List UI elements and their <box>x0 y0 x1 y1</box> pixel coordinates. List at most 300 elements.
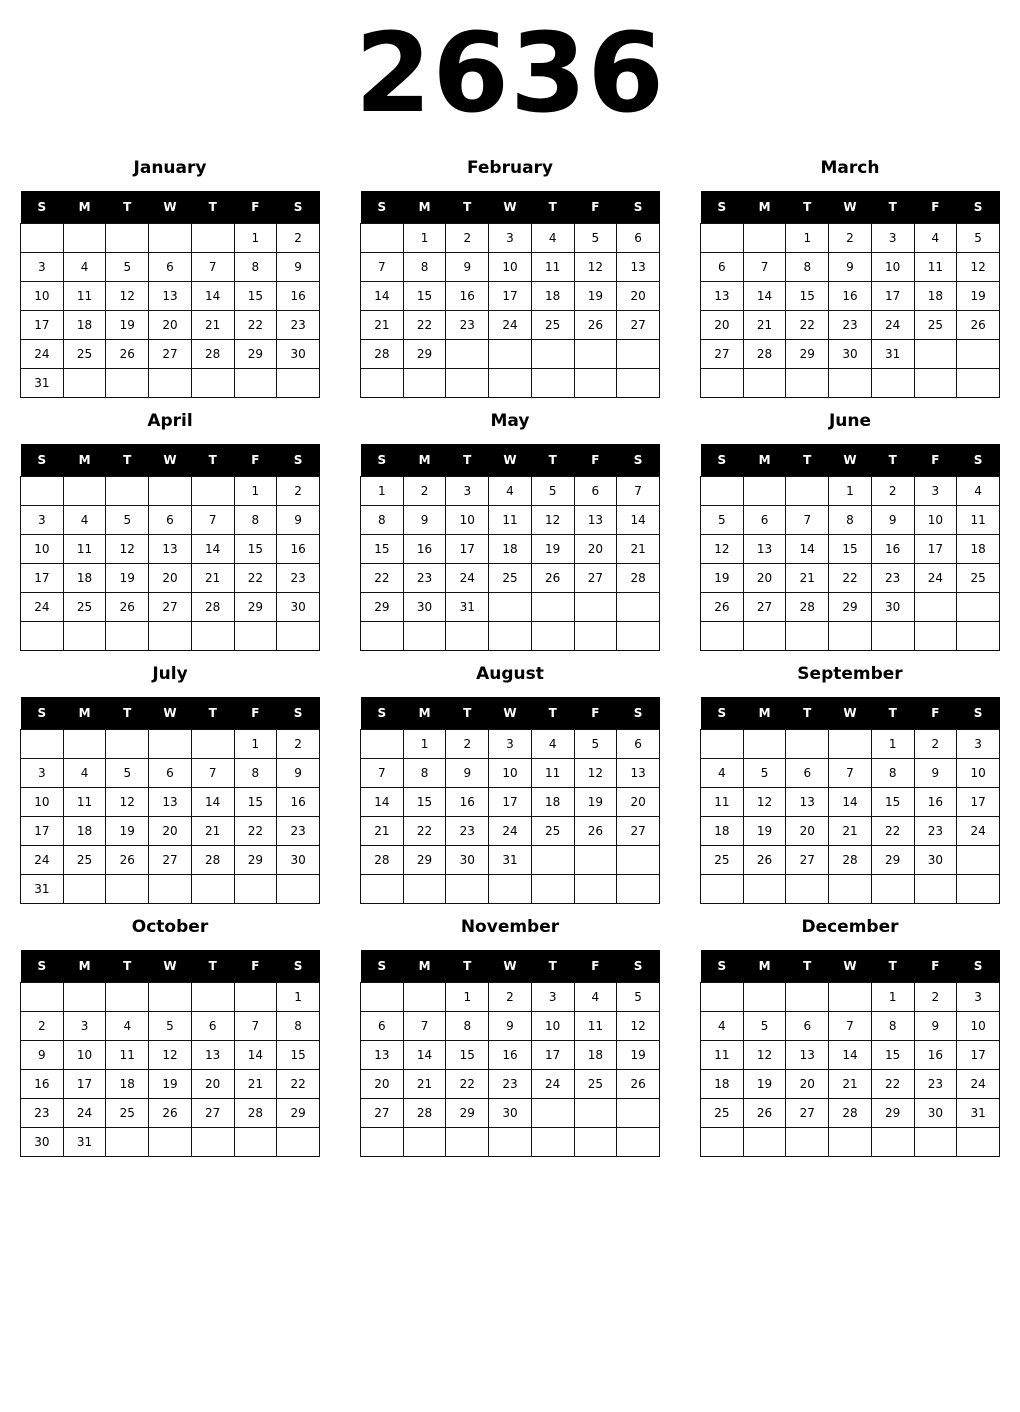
day-cell[interactable]: 5 <box>743 1012 786 1041</box>
day-cell[interactable]: 5 <box>743 759 786 788</box>
day-cell[interactable]: 3 <box>446 477 489 506</box>
day-cell[interactable]: 6 <box>617 730 660 759</box>
day-cell[interactable]: 16 <box>914 788 957 817</box>
day-cell[interactable]: 1 <box>234 730 277 759</box>
day-cell[interactable]: 23 <box>277 817 320 846</box>
day-cell[interactable]: 19 <box>574 788 617 817</box>
day-cell[interactable]: 23 <box>446 817 489 846</box>
day-cell[interactable]: 4 <box>531 730 574 759</box>
day-cell[interactable]: 16 <box>829 282 872 311</box>
day-cell[interactable]: 5 <box>574 224 617 253</box>
day-cell[interactable]: 1 <box>277 983 320 1012</box>
day-cell[interactable]: 12 <box>957 253 1000 282</box>
day-cell[interactable]: 5 <box>106 506 149 535</box>
day-cell[interactable]: 6 <box>191 1012 234 1041</box>
day-cell[interactable]: 1 <box>361 477 404 506</box>
day-cell[interactable]: 31 <box>63 1128 106 1157</box>
day-cell[interactable]: 31 <box>21 875 64 904</box>
day-cell[interactable]: 15 <box>234 535 277 564</box>
day-cell[interactable]: 19 <box>743 817 786 846</box>
day-cell[interactable]: 7 <box>234 1012 277 1041</box>
day-cell[interactable]: 18 <box>701 1070 744 1099</box>
day-cell[interactable]: 25 <box>63 846 106 875</box>
day-cell[interactable]: 14 <box>403 1041 446 1070</box>
day-cell[interactable]: 1 <box>234 224 277 253</box>
day-cell[interactable]: 5 <box>617 983 660 1012</box>
day-cell[interactable]: 29 <box>234 340 277 369</box>
day-cell[interactable]: 28 <box>361 846 404 875</box>
day-cell[interactable]: 27 <box>149 593 192 622</box>
day-cell[interactable]: 2 <box>829 224 872 253</box>
day-cell[interactable]: 24 <box>871 311 914 340</box>
day-cell[interactable]: 9 <box>403 506 446 535</box>
day-cell[interactable]: 8 <box>234 253 277 282</box>
day-cell[interactable]: 10 <box>871 253 914 282</box>
day-cell[interactable]: 19 <box>149 1070 192 1099</box>
day-cell[interactable]: 15 <box>871 788 914 817</box>
day-cell[interactable]: 11 <box>106 1041 149 1070</box>
day-cell[interactable]: 30 <box>914 1099 957 1128</box>
day-cell[interactable]: 22 <box>234 817 277 846</box>
day-cell[interactable]: 16 <box>446 788 489 817</box>
day-cell[interactable]: 26 <box>106 846 149 875</box>
day-cell[interactable]: 13 <box>786 1041 829 1070</box>
day-cell[interactable]: 15 <box>403 788 446 817</box>
day-cell[interactable]: 13 <box>361 1041 404 1070</box>
day-cell[interactable]: 11 <box>701 788 744 817</box>
day-cell[interactable]: 9 <box>489 1012 532 1041</box>
day-cell[interactable]: 24 <box>957 817 1000 846</box>
day-cell[interactable]: 23 <box>914 817 957 846</box>
day-cell[interactable]: 2 <box>446 224 489 253</box>
day-cell[interactable]: 29 <box>446 1099 489 1128</box>
day-cell[interactable]: 11 <box>701 1041 744 1070</box>
day-cell[interactable]: 3 <box>21 759 64 788</box>
day-cell[interactable]: 9 <box>871 506 914 535</box>
day-cell[interactable]: 9 <box>914 1012 957 1041</box>
day-cell[interactable]: 11 <box>914 253 957 282</box>
day-cell[interactable]: 30 <box>489 1099 532 1128</box>
day-cell[interactable]: 15 <box>786 282 829 311</box>
day-cell[interactable]: 16 <box>446 282 489 311</box>
day-cell[interactable]: 7 <box>743 253 786 282</box>
day-cell[interactable]: 4 <box>63 506 106 535</box>
day-cell[interactable]: 28 <box>191 340 234 369</box>
day-cell[interactable]: 6 <box>574 477 617 506</box>
day-cell[interactable]: 21 <box>829 817 872 846</box>
day-cell[interactable]: 14 <box>829 788 872 817</box>
day-cell[interactable]: 15 <box>234 788 277 817</box>
day-cell[interactable]: 23 <box>277 564 320 593</box>
day-cell[interactable]: 23 <box>277 311 320 340</box>
day-cell[interactable]: 4 <box>957 477 1000 506</box>
day-cell[interactable]: 22 <box>403 817 446 846</box>
day-cell[interactable]: 26 <box>106 340 149 369</box>
day-cell[interactable]: 15 <box>871 1041 914 1070</box>
day-cell[interactable]: 17 <box>871 282 914 311</box>
day-cell[interactable]: 3 <box>21 506 64 535</box>
day-cell[interactable]: 8 <box>829 506 872 535</box>
day-cell[interactable]: 31 <box>489 846 532 875</box>
day-cell[interactable]: 23 <box>829 311 872 340</box>
day-cell[interactable]: 2 <box>277 730 320 759</box>
day-cell[interactable]: 15 <box>829 535 872 564</box>
day-cell[interactable]: 27 <box>191 1099 234 1128</box>
day-cell[interactable]: 2 <box>277 224 320 253</box>
day-cell[interactable]: 24 <box>489 311 532 340</box>
day-cell[interactable]: 15 <box>361 535 404 564</box>
day-cell[interactable]: 6 <box>149 253 192 282</box>
day-cell[interactable]: 18 <box>574 1041 617 1070</box>
day-cell[interactable]: 7 <box>829 1012 872 1041</box>
day-cell[interactable]: 2 <box>446 730 489 759</box>
day-cell[interactable]: 14 <box>617 506 660 535</box>
day-cell[interactable]: 14 <box>743 282 786 311</box>
day-cell[interactable]: 14 <box>191 282 234 311</box>
day-cell[interactable]: 31 <box>446 593 489 622</box>
day-cell[interactable]: 14 <box>361 282 404 311</box>
day-cell[interactable]: 4 <box>574 983 617 1012</box>
day-cell[interactable]: 14 <box>786 535 829 564</box>
day-cell[interactable]: 29 <box>361 593 404 622</box>
day-cell[interactable]: 29 <box>234 593 277 622</box>
day-cell[interactable]: 31 <box>871 340 914 369</box>
day-cell[interactable]: 6 <box>786 1012 829 1041</box>
day-cell[interactable]: 22 <box>871 817 914 846</box>
day-cell[interactable]: 20 <box>574 535 617 564</box>
day-cell[interactable]: 19 <box>106 564 149 593</box>
day-cell[interactable]: 10 <box>21 282 64 311</box>
day-cell[interactable]: 17 <box>21 564 64 593</box>
day-cell[interactable]: 6 <box>149 506 192 535</box>
day-cell[interactable]: 11 <box>957 506 1000 535</box>
day-cell[interactable]: 19 <box>106 817 149 846</box>
day-cell[interactable]: 15 <box>234 282 277 311</box>
day-cell[interactable]: 29 <box>403 846 446 875</box>
day-cell[interactable]: 10 <box>957 1012 1000 1041</box>
day-cell[interactable]: 20 <box>361 1070 404 1099</box>
day-cell[interactable]: 14 <box>829 1041 872 1070</box>
day-cell[interactable]: 7 <box>361 759 404 788</box>
day-cell[interactable]: 13 <box>786 788 829 817</box>
day-cell[interactable]: 25 <box>531 311 574 340</box>
day-cell[interactable]: 16 <box>914 1041 957 1070</box>
day-cell[interactable]: 18 <box>63 311 106 340</box>
day-cell[interactable]: 9 <box>446 253 489 282</box>
day-cell[interactable]: 12 <box>106 535 149 564</box>
day-cell[interactable]: 3 <box>957 730 1000 759</box>
day-cell[interactable]: 25 <box>531 817 574 846</box>
day-cell[interactable]: 17 <box>957 788 1000 817</box>
day-cell[interactable]: 2 <box>871 477 914 506</box>
day-cell[interactable]: 28 <box>786 593 829 622</box>
day-cell[interactable]: 16 <box>277 788 320 817</box>
day-cell[interactable]: 12 <box>106 282 149 311</box>
day-cell[interactable]: 4 <box>531 224 574 253</box>
day-cell[interactable]: 11 <box>63 788 106 817</box>
day-cell[interactable]: 18 <box>63 564 106 593</box>
day-cell[interactable]: 17 <box>446 535 489 564</box>
day-cell[interactable]: 19 <box>701 564 744 593</box>
day-cell[interactable]: 21 <box>361 817 404 846</box>
day-cell[interactable]: 8 <box>234 506 277 535</box>
day-cell[interactable]: 21 <box>786 564 829 593</box>
day-cell[interactable]: 20 <box>701 311 744 340</box>
day-cell[interactable]: 6 <box>149 759 192 788</box>
day-cell[interactable]: 13 <box>149 282 192 311</box>
day-cell[interactable]: 17 <box>957 1041 1000 1070</box>
day-cell[interactable]: 21 <box>361 311 404 340</box>
day-cell[interactable]: 7 <box>786 506 829 535</box>
day-cell[interactable]: 30 <box>277 340 320 369</box>
day-cell[interactable]: 27 <box>617 311 660 340</box>
day-cell[interactable]: 2 <box>277 477 320 506</box>
day-cell[interactable]: 7 <box>361 253 404 282</box>
day-cell[interactable]: 13 <box>574 506 617 535</box>
day-cell[interactable]: 18 <box>914 282 957 311</box>
day-cell[interactable]: 30 <box>21 1128 64 1157</box>
day-cell[interactable]: 20 <box>191 1070 234 1099</box>
day-cell[interactable]: 27 <box>786 1099 829 1128</box>
day-cell[interactable]: 26 <box>743 846 786 875</box>
day-cell[interactable]: 30 <box>277 593 320 622</box>
day-cell[interactable]: 21 <box>617 535 660 564</box>
day-cell[interactable]: 9 <box>277 506 320 535</box>
day-cell[interactable]: 27 <box>743 593 786 622</box>
day-cell[interactable]: 16 <box>277 535 320 564</box>
day-cell[interactable]: 4 <box>106 1012 149 1041</box>
day-cell[interactable]: 27 <box>701 340 744 369</box>
day-cell[interactable]: 9 <box>829 253 872 282</box>
day-cell[interactable]: 23 <box>446 311 489 340</box>
day-cell[interactable]: 8 <box>277 1012 320 1041</box>
day-cell[interactable]: 6 <box>743 506 786 535</box>
day-cell[interactable]: 27 <box>361 1099 404 1128</box>
day-cell[interactable]: 26 <box>574 817 617 846</box>
day-cell[interactable]: 13 <box>743 535 786 564</box>
day-cell[interactable]: 25 <box>957 564 1000 593</box>
day-cell[interactable]: 25 <box>701 1099 744 1128</box>
day-cell[interactable]: 24 <box>21 846 64 875</box>
day-cell[interactable]: 1 <box>403 730 446 759</box>
day-cell[interactable]: 29 <box>403 340 446 369</box>
day-cell[interactable]: 18 <box>106 1070 149 1099</box>
day-cell[interactable]: 21 <box>403 1070 446 1099</box>
day-cell[interactable]: 10 <box>957 759 1000 788</box>
day-cell[interactable]: 22 <box>446 1070 489 1099</box>
day-cell[interactable]: 7 <box>191 506 234 535</box>
day-cell[interactable]: 7 <box>403 1012 446 1041</box>
day-cell[interactable]: 4 <box>63 253 106 282</box>
day-cell[interactable]: 9 <box>277 253 320 282</box>
day-cell[interactable]: 28 <box>829 1099 872 1128</box>
day-cell[interactable]: 4 <box>914 224 957 253</box>
day-cell[interactable]: 11 <box>531 759 574 788</box>
day-cell[interactable]: 28 <box>743 340 786 369</box>
day-cell[interactable]: 24 <box>914 564 957 593</box>
day-cell[interactable]: 18 <box>489 535 532 564</box>
day-cell[interactable]: 10 <box>531 1012 574 1041</box>
day-cell[interactable]: 9 <box>277 759 320 788</box>
day-cell[interactable]: 29 <box>234 846 277 875</box>
day-cell[interactable]: 3 <box>871 224 914 253</box>
day-cell[interactable]: 29 <box>277 1099 320 1128</box>
day-cell[interactable]: 6 <box>361 1012 404 1041</box>
day-cell[interactable]: 5 <box>574 730 617 759</box>
day-cell[interactable]: 23 <box>914 1070 957 1099</box>
day-cell[interactable]: 24 <box>63 1099 106 1128</box>
day-cell[interactable]: 18 <box>531 282 574 311</box>
day-cell[interactable]: 9 <box>914 759 957 788</box>
day-cell[interactable]: 12 <box>574 253 617 282</box>
day-cell[interactable]: 25 <box>489 564 532 593</box>
day-cell[interactable]: 22 <box>871 1070 914 1099</box>
day-cell[interactable]: 15 <box>403 282 446 311</box>
day-cell[interactable]: 7 <box>617 477 660 506</box>
day-cell[interactable]: 8 <box>871 1012 914 1041</box>
day-cell[interactable]: 17 <box>914 535 957 564</box>
day-cell[interactable]: 13 <box>149 535 192 564</box>
day-cell[interactable]: 10 <box>489 253 532 282</box>
day-cell[interactable]: 7 <box>191 253 234 282</box>
day-cell[interactable]: 24 <box>957 1070 1000 1099</box>
day-cell[interactable]: 25 <box>63 340 106 369</box>
day-cell[interactable]: 1 <box>829 477 872 506</box>
day-cell[interactable]: 28 <box>829 846 872 875</box>
day-cell[interactable]: 13 <box>617 759 660 788</box>
day-cell[interactable]: 11 <box>531 253 574 282</box>
day-cell[interactable]: 29 <box>871 846 914 875</box>
day-cell[interactable]: 8 <box>361 506 404 535</box>
day-cell[interactable]: 3 <box>957 983 1000 1012</box>
day-cell[interactable]: 8 <box>234 759 277 788</box>
day-cell[interactable]: 10 <box>63 1041 106 1070</box>
day-cell[interactable]: 19 <box>531 535 574 564</box>
day-cell[interactable]: 1 <box>786 224 829 253</box>
day-cell[interactable]: 27 <box>574 564 617 593</box>
day-cell[interactable]: 27 <box>149 846 192 875</box>
day-cell[interactable]: 10 <box>21 788 64 817</box>
day-cell[interactable]: 16 <box>21 1070 64 1099</box>
day-cell[interactable]: 30 <box>871 593 914 622</box>
day-cell[interactable]: 4 <box>489 477 532 506</box>
day-cell[interactable]: 7 <box>829 759 872 788</box>
day-cell[interactable]: 11 <box>574 1012 617 1041</box>
day-cell[interactable]: 19 <box>743 1070 786 1099</box>
day-cell[interactable]: 21 <box>191 564 234 593</box>
day-cell[interactable]: 18 <box>531 788 574 817</box>
day-cell[interactable]: 22 <box>234 564 277 593</box>
day-cell[interactable]: 8 <box>403 253 446 282</box>
day-cell[interactable]: 20 <box>617 788 660 817</box>
day-cell[interactable]: 14 <box>191 535 234 564</box>
day-cell[interactable]: 28 <box>234 1099 277 1128</box>
day-cell[interactable]: 14 <box>361 788 404 817</box>
day-cell[interactable]: 9 <box>21 1041 64 1070</box>
day-cell[interactable]: 11 <box>63 282 106 311</box>
day-cell[interactable]: 24 <box>531 1070 574 1099</box>
day-cell[interactable]: 21 <box>829 1070 872 1099</box>
day-cell[interactable]: 21 <box>234 1070 277 1099</box>
day-cell[interactable]: 14 <box>191 788 234 817</box>
day-cell[interactable]: 17 <box>63 1070 106 1099</box>
day-cell[interactable]: 25 <box>574 1070 617 1099</box>
day-cell[interactable]: 14 <box>234 1041 277 1070</box>
day-cell[interactable]: 27 <box>617 817 660 846</box>
day-cell[interactable]: 12 <box>106 788 149 817</box>
day-cell[interactable]: 6 <box>701 253 744 282</box>
day-cell[interactable]: 30 <box>277 846 320 875</box>
day-cell[interactable]: 1 <box>446 983 489 1012</box>
day-cell[interactable]: 4 <box>63 759 106 788</box>
day-cell[interactable]: 15 <box>277 1041 320 1070</box>
day-cell[interactable]: 12 <box>617 1012 660 1041</box>
day-cell[interactable]: 27 <box>786 846 829 875</box>
day-cell[interactable]: 3 <box>63 1012 106 1041</box>
day-cell[interactable]: 25 <box>914 311 957 340</box>
day-cell[interactable]: 23 <box>403 564 446 593</box>
day-cell[interactable]: 31 <box>21 369 64 398</box>
day-cell[interactable]: 11 <box>489 506 532 535</box>
day-cell[interactable]: 29 <box>871 1099 914 1128</box>
day-cell[interactable]: 24 <box>21 593 64 622</box>
day-cell[interactable]: 7 <box>191 759 234 788</box>
day-cell[interactable]: 10 <box>446 506 489 535</box>
day-cell[interactable]: 26 <box>957 311 1000 340</box>
day-cell[interactable]: 5 <box>957 224 1000 253</box>
day-cell[interactable]: 23 <box>21 1099 64 1128</box>
day-cell[interactable]: 15 <box>446 1041 489 1070</box>
day-cell[interactable]: 17 <box>531 1041 574 1070</box>
day-cell[interactable]: 9 <box>446 759 489 788</box>
day-cell[interactable]: 20 <box>786 817 829 846</box>
day-cell[interactable]: 24 <box>21 340 64 369</box>
day-cell[interactable]: 8 <box>871 759 914 788</box>
day-cell[interactable]: 28 <box>403 1099 446 1128</box>
day-cell[interactable]: 6 <box>786 759 829 788</box>
day-cell[interactable]: 10 <box>914 506 957 535</box>
day-cell[interactable]: 24 <box>446 564 489 593</box>
day-cell[interactable]: 30 <box>446 846 489 875</box>
day-cell[interactable]: 17 <box>489 788 532 817</box>
day-cell[interactable]: 12 <box>531 506 574 535</box>
day-cell[interactable]: 22 <box>277 1070 320 1099</box>
day-cell[interactable]: 27 <box>149 340 192 369</box>
day-cell[interactable]: 10 <box>489 759 532 788</box>
day-cell[interactable]: 20 <box>149 817 192 846</box>
day-cell[interactable]: 12 <box>149 1041 192 1070</box>
day-cell[interactable]: 5 <box>106 253 149 282</box>
day-cell[interactable]: 6 <box>617 224 660 253</box>
day-cell[interactable]: 26 <box>743 1099 786 1128</box>
day-cell[interactable]: 2 <box>914 983 957 1012</box>
day-cell[interactable]: 4 <box>701 1012 744 1041</box>
day-cell[interactable]: 13 <box>617 253 660 282</box>
day-cell[interactable]: 26 <box>574 311 617 340</box>
day-cell[interactable]: 30 <box>914 846 957 875</box>
day-cell[interactable]: 4 <box>701 759 744 788</box>
day-cell[interactable]: 1 <box>234 477 277 506</box>
day-cell[interactable]: 10 <box>21 535 64 564</box>
day-cell[interactable]: 2 <box>403 477 446 506</box>
day-cell[interactable]: 13 <box>191 1041 234 1070</box>
day-cell[interactable]: 31 <box>957 1099 1000 1128</box>
day-cell[interactable]: 1 <box>403 224 446 253</box>
day-cell[interactable]: 13 <box>149 788 192 817</box>
day-cell[interactable]: 19 <box>617 1041 660 1070</box>
day-cell[interactable]: 28 <box>191 846 234 875</box>
day-cell[interactable]: 25 <box>106 1099 149 1128</box>
